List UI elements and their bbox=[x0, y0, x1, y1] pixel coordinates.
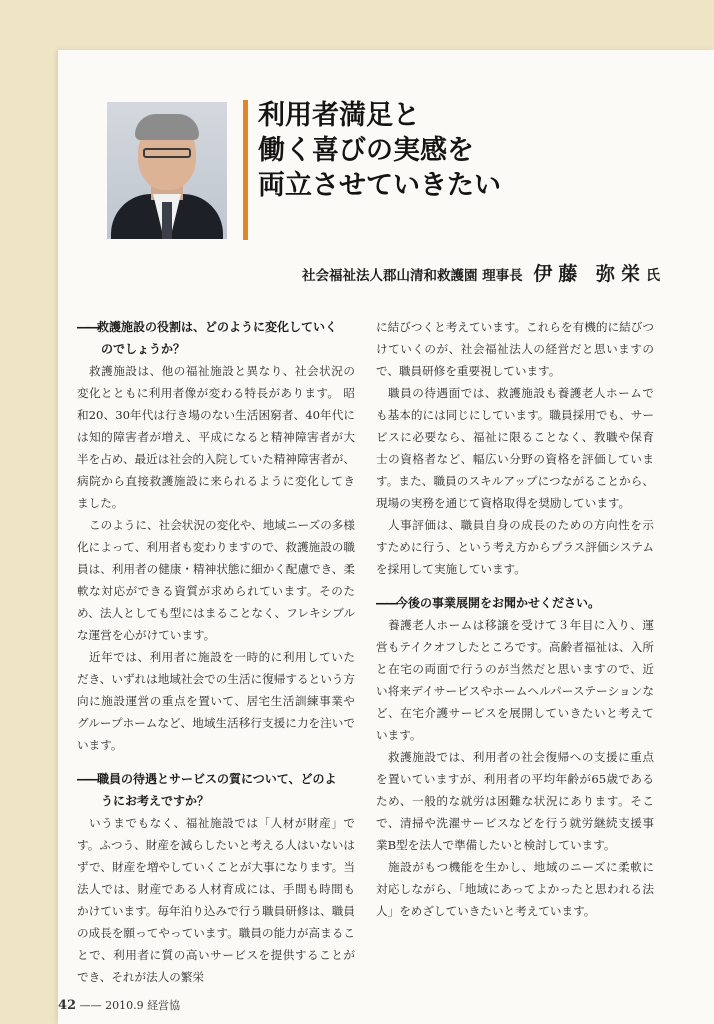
question-line: のでしょうか？ bbox=[101, 342, 186, 356]
answer-paragraph: 養護老人ホームは移譲を受けて３年目に入り、運営もテイクオフしたところです。高齢者福祉は、入所と在宅の両面で行うのが当然だと思いますので、近い将来デイサービスやホームヘルパーステーションなど、在宅介護サービスを展開していきたいと考えています。 bbox=[376, 618, 654, 742]
title-line: 働く喜びの実感を bbox=[258, 135, 474, 166]
question-heading: ――今後の事業展開をお聞かせください。 bbox=[376, 596, 601, 610]
right-column bbox=[376, 316, 654, 922]
question-line: 今後の事業展開をお聞かせください。 bbox=[396, 596, 601, 610]
question-line: 救護施設の役割は、どのように変化していく bbox=[97, 320, 338, 334]
byline-role: 理事長 bbox=[482, 268, 523, 284]
portrait-tie bbox=[162, 202, 172, 239]
page-footer bbox=[58, 997, 180, 1013]
answer-paragraph: 近年では、利用者に施設を一時的に利用していただき、いずれは地域社会での生活に復帰するという方向に施設運営の重点を置いて、居宅生活訓練事業やグループホームなど、地域生活移行支援に力を注いでいます。 bbox=[77, 650, 355, 752]
page-number: 42 bbox=[58, 998, 77, 1013]
byline-organization: 社会福祉法人郡山清和救護園 bbox=[301, 268, 478, 284]
answer-paragraph: 職員の待遇面では、救護施設も養護老人ホームでも基本的には同じにしています。職員採用でも、サービスに必要なら、福祉に限ることなく、教職や保育士の資格者など、幅広い分野の資格を評価しています。また、職員のスキルアップにつながることから、現場の実務を通じて資格取得を奨励しています。 bbox=[376, 386, 654, 510]
answer-paragraph: いうまでもなく、福祉施設では「人材が財産」です。ふつう、財産を減らしたいと考える人はいないはずで、財産を増やしていくことが大事になります。当法人では、財産である人材育成には、手間も時間もかけています。毎年泊り込みで行う職員研修は、職員の成長を願ってやっています。職員の能力が高まることで、利用者に質の高いサービスを提供することができ、それが法人の繁栄 bbox=[77, 816, 355, 984]
byline bbox=[200, 259, 660, 286]
title-line: 利用者満足と bbox=[258, 100, 420, 131]
question-heading: ――職員の待遇とサービスの質について、どのよ うにお考えですか？ bbox=[77, 768, 355, 812]
article-title bbox=[258, 98, 558, 203]
byline-person-name: 伊藤 弥栄 bbox=[533, 263, 646, 285]
question-line: うにお考えですか？ bbox=[101, 794, 210, 808]
footer-dash: —— bbox=[79, 999, 102, 1012]
portrait-hair bbox=[135, 114, 199, 140]
byline-honorific: 氏 bbox=[646, 268, 660, 284]
left-column bbox=[77, 316, 355, 988]
answer-paragraph: 施設がもつ機能を生かし、地域のニーズに柔軟に対応しながら、「地域にあってよかったと思われる法人」をめざしていきたいと考えています。 bbox=[376, 860, 654, 918]
answer-paragraph: に結びつくと考えています。これらを有機的に結びつけていくのが、社会福祉法人の経営だと思いますので、職員研修を重要視しています。 bbox=[376, 320, 654, 378]
portrait-photo bbox=[107, 102, 227, 239]
question-line: 職員の待遇とサービスの質について、どのよ bbox=[97, 772, 337, 786]
title-line: 両立させていきたい bbox=[258, 170, 501, 201]
footer-issue: 2010.9 bbox=[105, 999, 144, 1012]
footer-magazine: 経営協 bbox=[147, 999, 181, 1012]
question-heading: ――救護施設の役割は、どのように変化していく のでしょうか？ bbox=[77, 316, 355, 360]
portrait-glasses bbox=[143, 148, 191, 158]
title-accent-bar bbox=[243, 100, 248, 240]
answer-paragraph: 救護施設は、他の福祉施設と異なり、社会状況の変化とともに利用者像が変わる特長があります。 昭和20、30年代は行き場のない生活困窮者、40年代には知的障害者が増え、平成になると精神障害者が大半を占め、最近は社会的入院していた精神障害者が、病院から直接救護施設に来られるように変化してきました。 bbox=[77, 364, 355, 510]
answer-paragraph: 救護施設では、利用者の社会復帰への支援に重点を置いていますが、利用者の平均年齢が65歳であるため、一般的な就労は困難な状況にあります。そこで、清掃や洗濯サービスなどを行う就労継続支援事業B型を法人で準備したいと検討しています。 bbox=[376, 750, 654, 852]
answer-paragraph: このように、社会状況の変化や、地域ニーズの多様化によって、利用者も変わりますので、救護施設の職員は、利用者の健康・精神状態に細かく配慮でき、柔軟な対応ができる資質が求められています。そのため、法人としても型にはまることなく、フレキシブルな運営を心がけています。 bbox=[77, 518, 355, 642]
answer-paragraph: 人事評価は、職員自身の成長のための方向性を示すために行う、という考え方からプラス評価システムを採用して実施しています。 bbox=[376, 518, 654, 576]
